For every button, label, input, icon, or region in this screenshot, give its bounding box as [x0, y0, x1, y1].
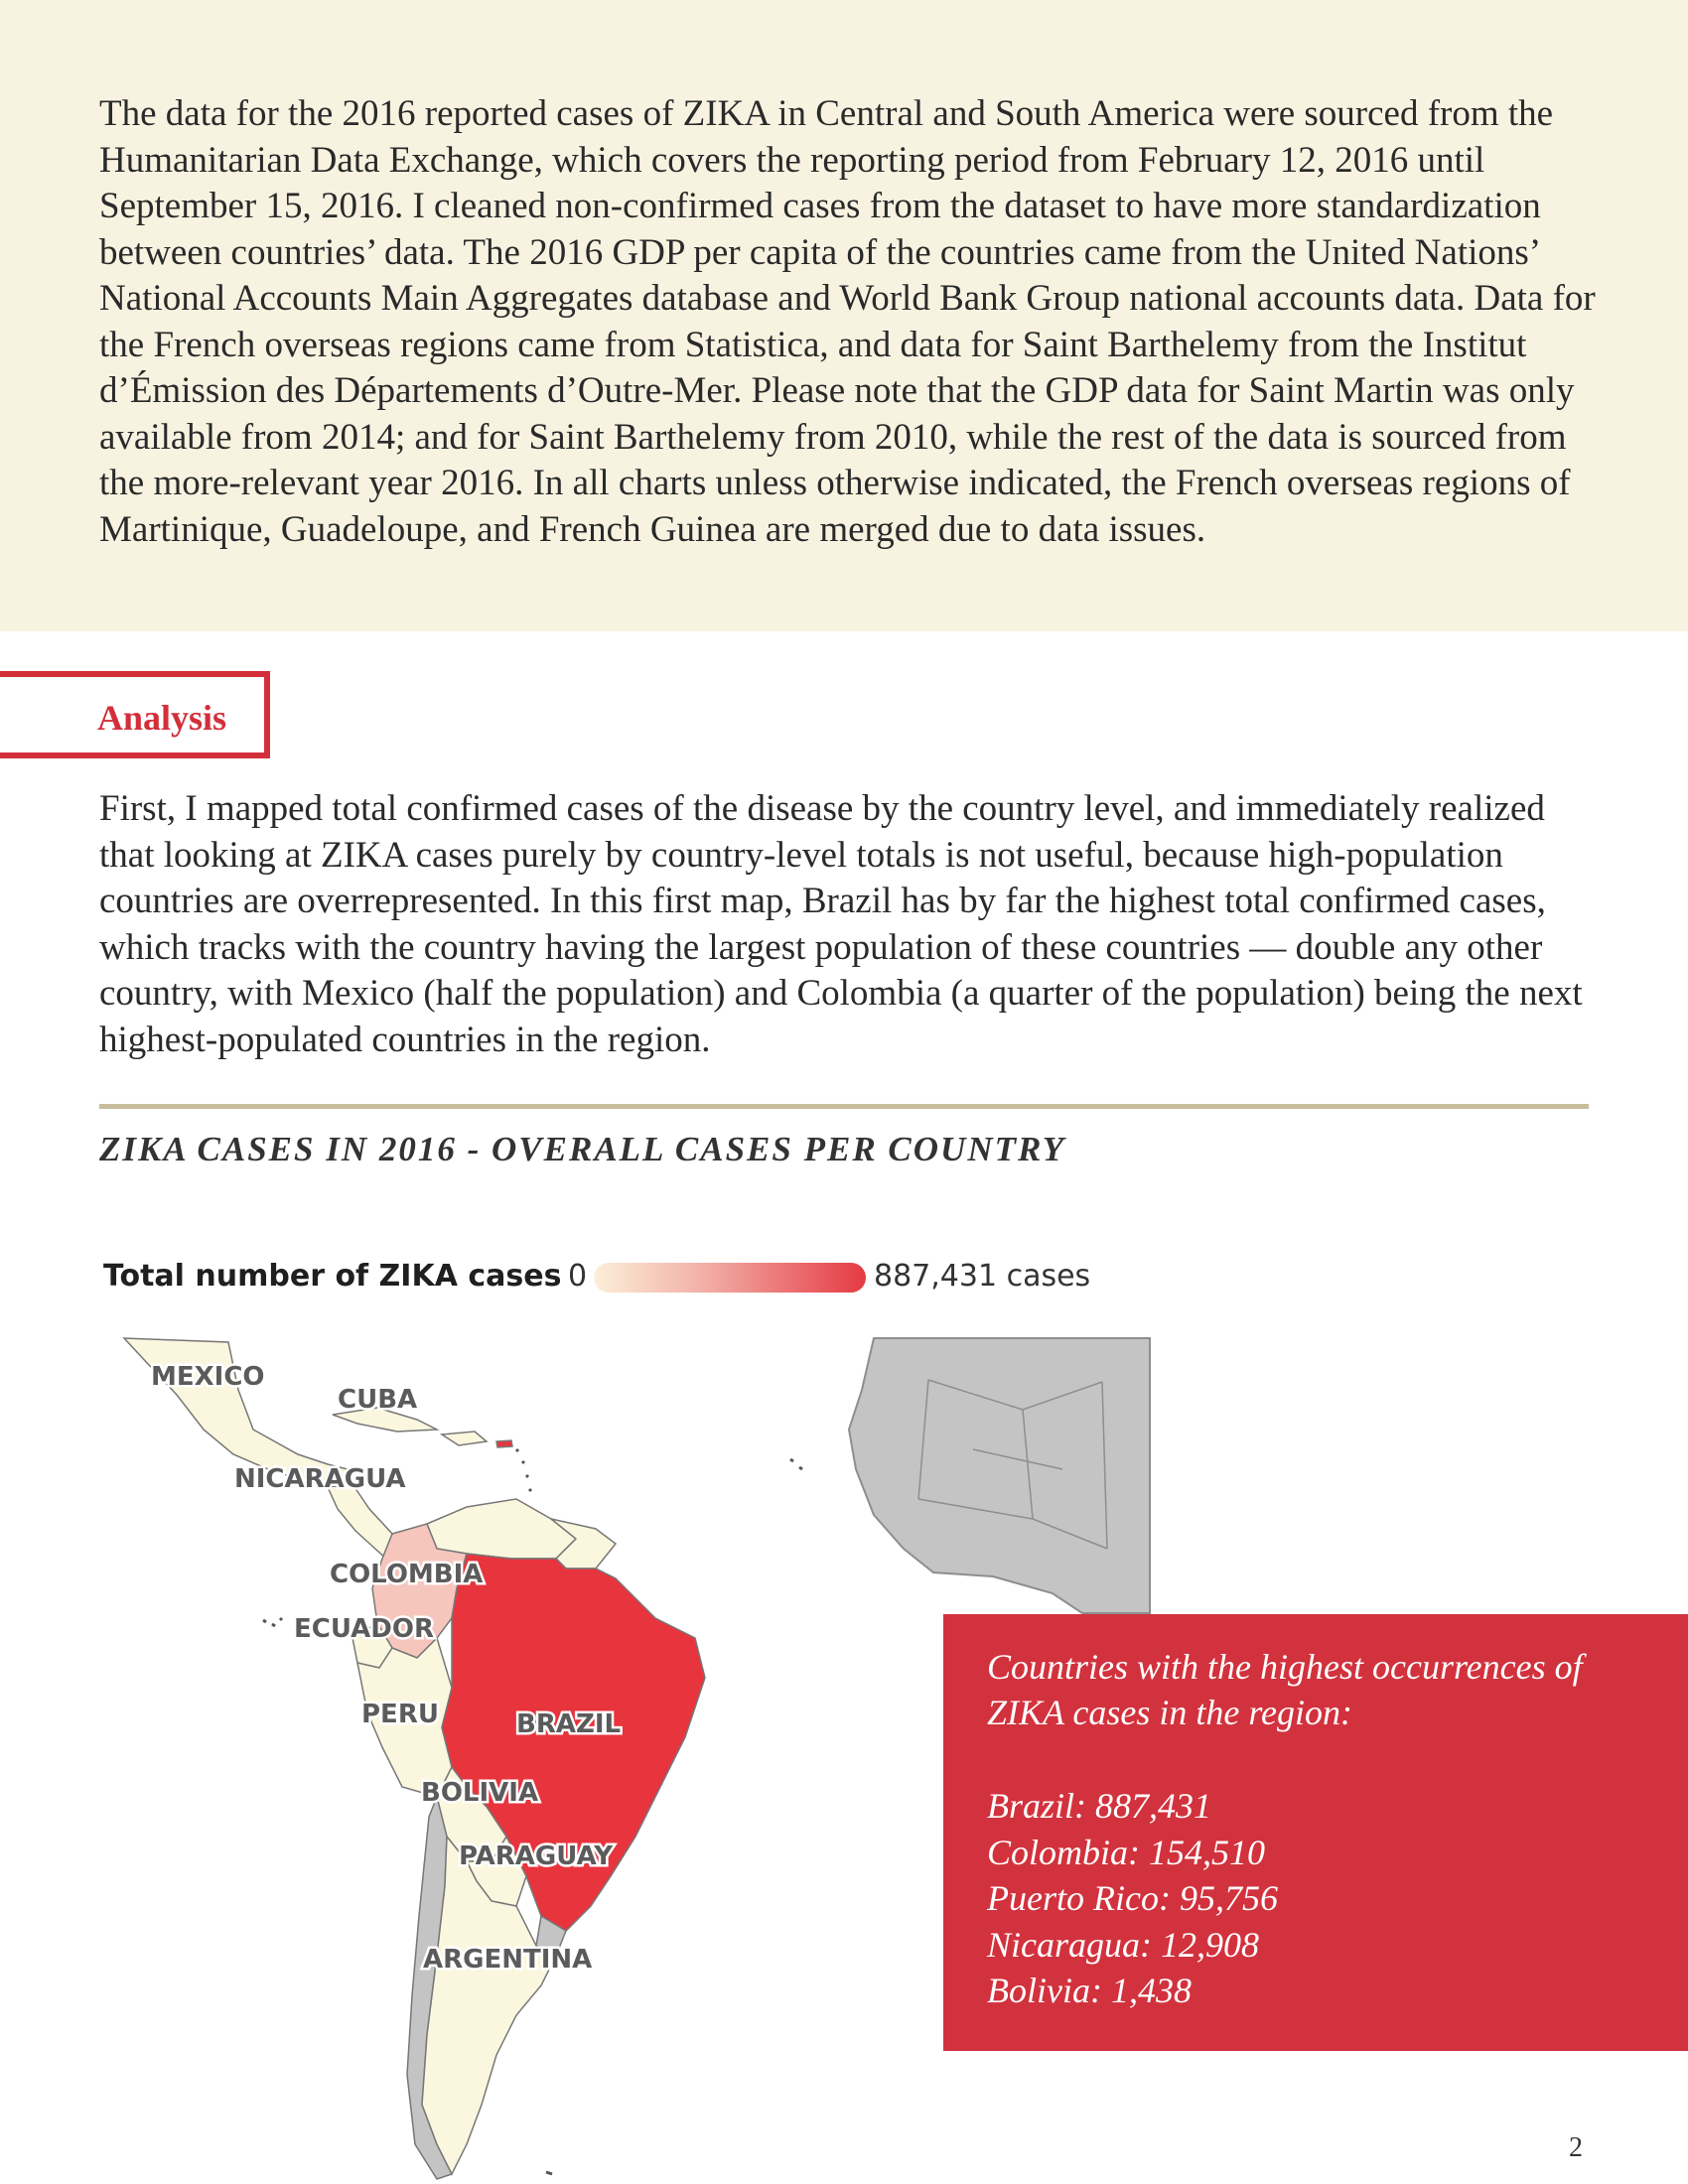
- section-heading: Analysis: [97, 698, 227, 738]
- label-argentina: ARGENTINA: [423, 1945, 593, 1975]
- callout-heading: Countries with the highest occurrences of ZIKA cases in the region:: [987, 1647, 1583, 1732]
- falklands-dots: [546, 2172, 552, 2174]
- legend-min-value: 0: [568, 1259, 588, 1294]
- hispaniola-shape: [442, 1432, 487, 1445]
- callout-item: Nicaragua: 12,908: [987, 1924, 1259, 1965]
- analysis-paragraph: First, I mapped total confirmed cases of the disease by the country level, and immediately realized that looking at ZIKA cases purely by country-level totals is not useful, because high-population countries are overrepresented. In this first map, Brazil has by far the highest total confirmed cases, which tracks with the country having the largest population of these countries — double any other country, with Mexico (half the population) and Colombia (a quarter of the population) being the next highest-populated countries in the region.: [99, 788, 1583, 1060]
- callout-list: [987, 1783, 1278, 2014]
- lesser-antilles-dots: [516, 1449, 802, 1491]
- top-countries-callout: [943, 1614, 1688, 2051]
- chart-title: ZIKA CASES IN 2016 - OVERALL CASES PER COUNTRY: [99, 1130, 1066, 1168]
- legend-label: Total number of ZIKA cases: [103, 1259, 562, 1294]
- label-mexico: MEXICO: [151, 1362, 265, 1392]
- page-number: 2: [1569, 2132, 1583, 2163]
- label-brazil: BRAZIL: [516, 1709, 622, 1739]
- callout-item: Brazil: 887,431: [987, 1786, 1212, 1826]
- label-colombia: COLOMBIA: [330, 1560, 484, 1589]
- label-peru: PERU: [361, 1700, 439, 1729]
- label-bolivia: BOLIVIA: [421, 1778, 539, 1808]
- venezuela-shape: [427, 1499, 576, 1559]
- intro-box: [0, 0, 1688, 631]
- callout-item: Puerto Rico: 95,756: [987, 1878, 1278, 1918]
- intro-paragraph: The data for the 2016 reported cases of ZIKA in Central and South America were sourced from the Humanitarian Data Exchange, which covers the reporting period from February 12, 2016 until September 15, 2016. I cleaned non-confirmed cases from the dataset to have more standardization between countries’ data. The 2016 GDP per capita of the countries came from the United Nations’ National Accounts Main Aggregates database and World Bank Group national accounts data. Data for the French overseas regions came from Statistica, and data for Saint Barthelemy from the Institut d’Émission des Départements d’Outre-Mer. Please note that the GDP data for Saint Martin was only available from 2014; and for Saint Barthelemy from 2010, while the rest of the data is sourced from the more-relevant year 2016. In all charts unless otherwise indicated, the French overseas regions of Martinique, Guadeloupe, and French Guinea are merged due to data issues.: [99, 93, 1596, 550]
- galapagos-dots: [263, 1618, 282, 1626]
- label-paraguay: PARAGUAY: [459, 1842, 614, 1871]
- label-cuba: CUBA: [338, 1385, 418, 1415]
- divider-rule: [99, 1104, 1589, 1109]
- legend-max-value: 887,431 cases: [874, 1259, 1091, 1294]
- callout-item: Colombia: 154,510: [987, 1832, 1266, 1872]
- legend-gradient-bar: [594, 1263, 866, 1293]
- label-ecuador: ECUADOR: [294, 1614, 434, 1644]
- label-nicaragua: NICARAGUA: [234, 1464, 406, 1494]
- puerto-rico-shape: [496, 1440, 512, 1447]
- callout-item: Bolivia: 1,438: [987, 1971, 1192, 2010]
- section-heading-box: [0, 671, 270, 758]
